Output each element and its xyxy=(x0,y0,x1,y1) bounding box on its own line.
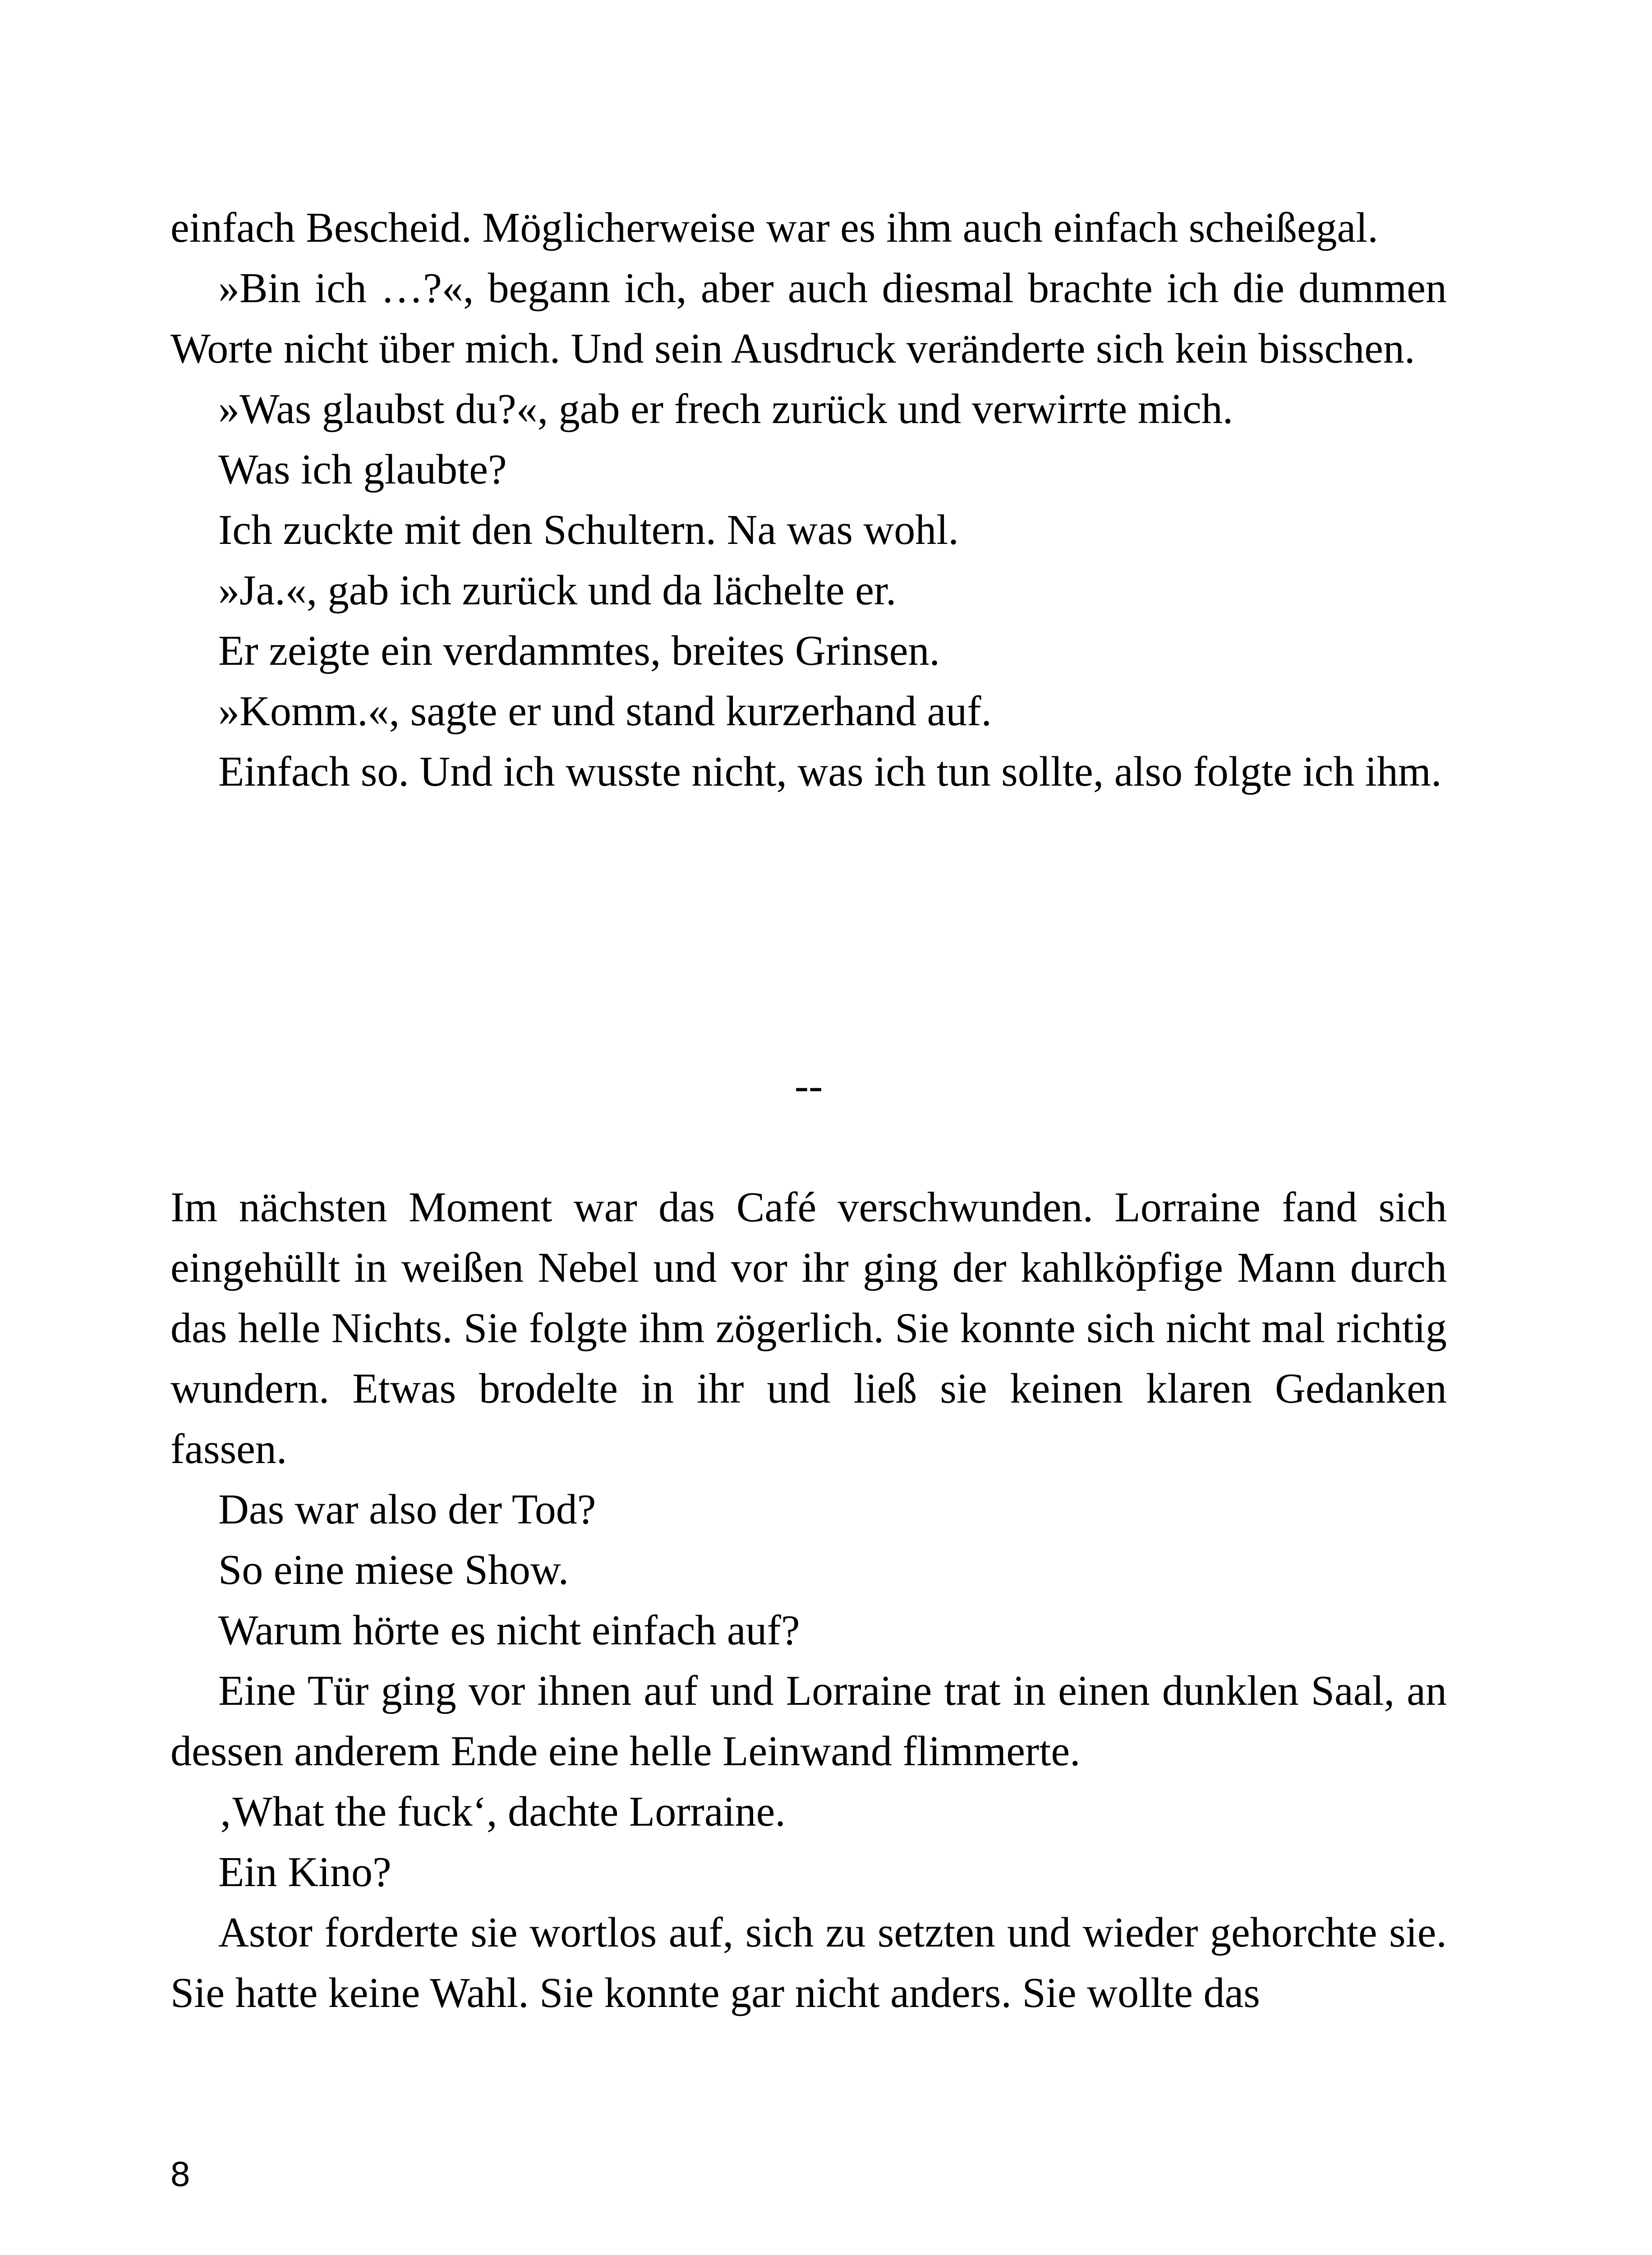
paragraph: Er zeigte ein verdammtes, breites Grinsen. xyxy=(218,627,940,674)
paragraph: Was ich glaubte? xyxy=(218,446,507,493)
paragraph: »Komm.«, sagte er und stand kurzerhand auf. xyxy=(218,688,992,735)
text-section-1 xyxy=(170,198,1447,802)
section-separator: -- xyxy=(794,1062,823,1109)
paragraph: Warum hörte es nicht einfach auf? xyxy=(218,1607,800,1654)
paragraph: Astor forderte sie wortlos auf, sich zu setzten und wieder gehorchte sie. Sie hatte keine Wahl. Sie konnte gar nicht anders. Sie wollte das xyxy=(170,1909,1447,2016)
paragraph: ‚What the fuck‘, dachte Lorraine. xyxy=(218,1788,786,1835)
paragraph: Einfach so. Und ich wusste nicht, was ich tun sollte, also folgte ich ihm. xyxy=(218,748,1442,795)
text-section-2 xyxy=(170,1177,1447,2023)
paragraph: So eine miese Show. xyxy=(218,1546,569,1593)
paragraph: Das war also der Tod? xyxy=(218,1486,596,1533)
paragraph: Ich zuckte mit den Schultern. Na was wohl. xyxy=(218,506,959,553)
paragraph: Ein Kino? xyxy=(218,1849,391,1896)
page-number: 8 xyxy=(170,2154,190,2194)
paragraph: einfach Bescheid. Möglicherweise war es ihm auch einfach scheißegal. xyxy=(170,204,1378,251)
paragraph: »Bin ich …?«, begann ich, aber auch diesmal brachte ich die dummen Worte nicht über mich. Und sein Ausdruck veränderte sich kein bisschen. xyxy=(170,265,1447,372)
paragraph: »Was glaubst du?«, gab er frech zurück und verwirrte mich. xyxy=(218,386,1233,433)
paragraph: Eine Tür ging vor ihnen auf und Lorraine trat in einen dunklen Saal, an dessen anderem Ende eine helle Leinwand flimmerte. xyxy=(170,1667,1447,1775)
paragraph: Im nächsten Moment war das Café verschwunden. Lorraine fand sich eingehüllt in weißen Nebel und vor ihr ging der kahlköpfige Mann durch das helle Nichts. Sie folgte ihm zögerlich. Sie konnte sich nicht mal richtig wundern. Etwas brodelte in ihr und ließ sie keinen klaren Gedanken fassen. xyxy=(170,1184,1447,1473)
paragraph: »Ja.«, gab ich zurück und da lächelte er. xyxy=(218,567,897,614)
